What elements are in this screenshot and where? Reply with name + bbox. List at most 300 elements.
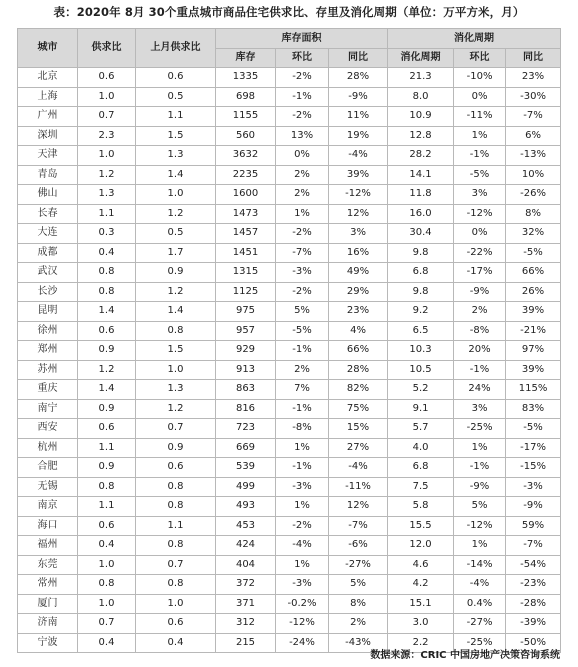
cell-last-month-ratio: 1.0 [136,594,216,614]
cell-city: 常州 [18,575,78,595]
cell-cycle-mom: -9% [454,477,506,497]
cell-inventory: 539 [216,458,276,478]
cell-cycle: 28.2 [388,146,454,166]
cell-inventory: 493 [216,497,276,517]
cell-cycle-yoy: 10% [506,165,561,185]
cell-cycle: 6.8 [388,263,454,283]
cell-inventory: 1473 [216,204,276,224]
cell-supply-ratio: 1.1 [78,204,136,224]
cell-cycle: 10.9 [388,107,454,127]
cell-cycle: 12.8 [388,126,454,146]
cell-cycle-mom: 1% [454,126,506,146]
cell-inventory: 424 [216,536,276,556]
cell-cycle-yoy: 59% [506,516,561,536]
cell-cycle: 9.8 [388,243,454,263]
table-row [18,360,561,380]
cell-city: 郑州 [18,341,78,361]
cell-city: 南宁 [18,399,78,419]
cell-inventory-mom: -8% [276,419,329,439]
cell-cycle-mom: -11% [454,107,506,127]
cell-last-month-ratio: 0.6 [136,614,216,634]
cell-inventory-mom: 5% [276,302,329,322]
cell-inventory-yoy: 28% [329,360,388,380]
cell-cycle-mom: -12% [454,204,506,224]
cell-inventory: 669 [216,438,276,458]
table-row [18,536,561,556]
cell-cycle-mom: -14% [454,555,506,575]
table-body [18,68,561,653]
cell-supply-ratio: 1.4 [78,380,136,400]
cell-cycle-mom: 3% [454,399,506,419]
cell-city: 厦门 [18,594,78,614]
cell-supply-ratio: 0.3 [78,224,136,244]
cell-last-month-ratio: 1.2 [136,204,216,224]
cell-inventory-mom: 13% [276,126,329,146]
cell-inventory-yoy: -7% [329,516,388,536]
cell-city: 无锡 [18,477,78,497]
cell-inventory: 1600 [216,185,276,205]
cell-last-month-ratio: 0.8 [136,497,216,517]
cell-city: 合肥 [18,458,78,478]
cell-cycle-mom: -9% [454,282,506,302]
table-row [18,282,561,302]
cell-inventory: 453 [216,516,276,536]
cell-last-month-ratio: 1.0 [136,360,216,380]
cell-cycle-yoy: -23% [506,575,561,595]
cell-city: 杭州 [18,438,78,458]
cell-supply-ratio: 0.4 [78,633,136,653]
col-group-inventory-area: 库存面积 [216,29,388,49]
cell-last-month-ratio: 1.3 [136,146,216,166]
cell-cycle-mom: -4% [454,575,506,595]
cell-inventory-mom: -2% [276,282,329,302]
cell-last-month-ratio: 0.6 [136,458,216,478]
cell-cycle-mom: 20% [454,341,506,361]
cell-inventory-yoy: 82% [329,380,388,400]
cell-inventory: 499 [216,477,276,497]
cell-cycle: 16.0 [388,204,454,224]
cell-inventory-yoy: 39% [329,165,388,185]
cell-inventory-mom: 0% [276,146,329,166]
col-header-cycle-yoy: 同比 [506,49,561,68]
cell-cycle-yoy: -3% [506,477,561,497]
cell-last-month-ratio: 1.0 [136,185,216,205]
cell-cycle-mom: 0% [454,224,506,244]
cell-cycle-yoy: -7% [506,107,561,127]
cell-inventory-mom: 1% [276,438,329,458]
cell-supply-ratio: 1.2 [78,360,136,380]
cell-cycle: 8.0 [388,87,454,107]
cell-inventory: 1315 [216,263,276,283]
cell-inventory: 312 [216,614,276,634]
cell-inventory-yoy: 27% [329,438,388,458]
cell-cycle-yoy: -50% [506,633,561,653]
cell-cycle-mom: -10% [454,68,506,88]
cell-inventory-yoy: 29% [329,282,388,302]
cell-cycle-mom: 0.4% [454,594,506,614]
table-row [18,68,561,88]
cell-last-month-ratio: 0.7 [136,555,216,575]
cell-cycle: 15.1 [388,594,454,614]
cell-city: 佛山 [18,185,78,205]
cell-supply-ratio: 0.9 [78,341,136,361]
cell-inventory-mom: 1% [276,555,329,575]
col-header-city: 城市 [18,29,78,68]
cell-supply-ratio: 0.6 [78,68,136,88]
cell-last-month-ratio: 0.8 [136,536,216,556]
cell-city: 徐州 [18,321,78,341]
cell-city: 深圳 [18,126,78,146]
cell-city: 西安 [18,419,78,439]
cell-supply-ratio: 2.3 [78,126,136,146]
cell-inventory-mom: -1% [276,341,329,361]
cell-inventory-yoy: 8% [329,594,388,614]
cell-last-month-ratio: 1.1 [136,516,216,536]
cell-cycle: 9.2 [388,302,454,322]
cell-cycle-yoy: -7% [506,536,561,556]
cell-inventory-yoy: 11% [329,107,388,127]
cell-supply-ratio: 1.0 [78,555,136,575]
cell-inventory-mom: -7% [276,243,329,263]
cell-inventory-mom: -4% [276,536,329,556]
cell-city: 武汉 [18,263,78,283]
cell-city: 宁波 [18,633,78,653]
cell-cycle-mom: 2% [454,302,506,322]
cell-cycle-yoy: -13% [506,146,561,166]
table-row [18,594,561,614]
cell-supply-ratio: 0.8 [78,477,136,497]
cell-inventory-yoy: -4% [329,458,388,478]
cell-cycle-yoy: 32% [506,224,561,244]
cell-last-month-ratio: 0.7 [136,419,216,439]
cell-inventory-mom: -1% [276,87,329,107]
cell-cycle-yoy: 97% [506,341,561,361]
cell-inventory-mom: 1% [276,497,329,517]
cell-city: 海口 [18,516,78,536]
table-row [18,321,561,341]
cell-inventory-mom: -24% [276,633,329,653]
cell-city: 北京 [18,68,78,88]
cell-inventory-mom: -1% [276,399,329,419]
cell-inventory-mom: -3% [276,263,329,283]
cell-city: 大连 [18,224,78,244]
cell-cycle-yoy: -54% [506,555,561,575]
cell-last-month-ratio: 0.8 [136,575,216,595]
cell-inventory: 698 [216,87,276,107]
cell-last-month-ratio: 1.7 [136,243,216,263]
cell-cycle-yoy: 26% [506,282,561,302]
cell-last-month-ratio: 0.5 [136,87,216,107]
data-source-note: 数据来源：CRIC 中国房地产决策咨询系统 [370,650,560,661]
cell-supply-ratio: 0.4 [78,536,136,556]
data-table [17,28,561,653]
cell-inventory-yoy: -27% [329,555,388,575]
cell-supply-ratio: 0.7 [78,614,136,634]
cell-inventory-mom: -2% [276,107,329,127]
cell-inventory-yoy: 2% [329,614,388,634]
cell-inventory-yoy: -4% [329,146,388,166]
col-header-inventory-yoy: 同比 [329,49,388,68]
cell-city: 南京 [18,497,78,517]
cell-inventory-mom: -3% [276,477,329,497]
cell-cycle-mom: 1% [454,536,506,556]
cell-inventory: 816 [216,399,276,419]
cell-cycle: 2.2 [388,633,454,653]
cell-supply-ratio: 1.3 [78,185,136,205]
cell-city: 上海 [18,87,78,107]
table-row [18,555,561,575]
cell-inventory: 723 [216,419,276,439]
cell-inventory-mom: 1% [276,204,329,224]
cell-cycle-mom: -17% [454,263,506,283]
cell-supply-ratio: 0.8 [78,282,136,302]
col-group-digest-cycle: 消化周期 [388,29,561,49]
col-header-last-month-ratio: 上月供求比 [136,29,216,68]
cell-supply-ratio: 0.4 [78,243,136,263]
cell-cycle-mom: 3% [454,185,506,205]
cell-inventory: 1457 [216,224,276,244]
table-row [18,399,561,419]
cell-cycle-mom: 24% [454,380,506,400]
cell-cycle-yoy: -5% [506,243,561,263]
cell-last-month-ratio: 0.6 [136,68,216,88]
cell-city: 广州 [18,107,78,127]
table-row [18,341,561,361]
cell-cycle: 5.7 [388,419,454,439]
header-row-1 [18,29,561,49]
cell-supply-ratio: 1.0 [78,146,136,166]
cell-inventory: 560 [216,126,276,146]
cell-inventory-yoy: -9% [329,87,388,107]
cell-inventory-yoy: 4% [329,321,388,341]
table-row [18,224,561,244]
cell-cycle-yoy: 39% [506,302,561,322]
cell-inventory-yoy: 5% [329,575,388,595]
col-header-cycle-mom: 环比 [454,49,506,68]
cell-cycle: 21.3 [388,68,454,88]
cell-cycle-yoy: 83% [506,399,561,419]
cell-supply-ratio: 0.6 [78,321,136,341]
cell-supply-ratio: 1.1 [78,438,136,458]
cell-supply-ratio: 1.2 [78,165,136,185]
cell-inventory-mom: 2% [276,165,329,185]
cell-inventory-mom: -3% [276,575,329,595]
table-row [18,497,561,517]
cell-city: 成都 [18,243,78,263]
cell-supply-ratio: 1.0 [78,594,136,614]
cell-inventory-yoy: 15% [329,419,388,439]
cell-inventory: 2235 [216,165,276,185]
cell-cycle-mom: -1% [454,458,506,478]
cell-last-month-ratio: 1.4 [136,302,216,322]
table-row [18,87,561,107]
cell-cycle-yoy: -5% [506,419,561,439]
cell-last-month-ratio: 1.1 [136,107,216,127]
cell-cycle-mom: 0% [454,87,506,107]
cell-cycle: 10.3 [388,341,454,361]
table-row [18,516,561,536]
cell-cycle-mom: -1% [454,146,506,166]
col-header-inventory: 库存 [216,49,276,68]
table-row [18,575,561,595]
cell-supply-ratio: 1.1 [78,497,136,517]
table-row [18,165,561,185]
cell-inventory: 1451 [216,243,276,263]
cell-city: 重庆 [18,380,78,400]
cell-city: 福州 [18,536,78,556]
cell-inventory: 1155 [216,107,276,127]
cell-supply-ratio: 0.9 [78,458,136,478]
cell-supply-ratio: 1.0 [78,87,136,107]
cell-cycle-yoy: 39% [506,360,561,380]
cell-inventory-yoy: 28% [329,68,388,88]
cell-inventory-yoy: -11% [329,477,388,497]
cell-inventory-mom: -2% [276,516,329,536]
cell-city: 济南 [18,614,78,634]
cell-inventory: 913 [216,360,276,380]
cell-cycle: 4.0 [388,438,454,458]
cell-cycle: 12.0 [388,536,454,556]
cell-cycle-yoy: -9% [506,497,561,517]
cell-inventory-mom: 7% [276,380,329,400]
cell-inventory-yoy: -6% [329,536,388,556]
cell-supply-ratio: 0.9 [78,399,136,419]
cell-cycle-yoy: 66% [506,263,561,283]
cell-last-month-ratio: 1.2 [136,399,216,419]
cell-cycle-mom: 1% [454,438,506,458]
cell-cycle: 6.8 [388,458,454,478]
cell-cycle-yoy: -17% [506,438,561,458]
cell-inventory-yoy: 12% [329,497,388,517]
cell-cycle-yoy: -26% [506,185,561,205]
col-header-cycle: 消化周期 [388,49,454,68]
cell-last-month-ratio: 0.4 [136,633,216,653]
cell-cycle-yoy: 6% [506,126,561,146]
col-header-supply-ratio: 供求比 [78,29,136,68]
cell-supply-ratio: 0.8 [78,575,136,595]
cell-inventory: 957 [216,321,276,341]
cell-last-month-ratio: 0.8 [136,321,216,341]
cell-cycle: 9.1 [388,399,454,419]
cell-cycle-mom: -25% [454,633,506,653]
cell-cycle-mom: -5% [454,165,506,185]
cell-last-month-ratio: 0.8 [136,477,216,497]
cell-supply-ratio: 0.7 [78,107,136,127]
cell-supply-ratio: 0.6 [78,419,136,439]
cell-inventory-yoy: 3% [329,224,388,244]
cell-cycle: 7.5 [388,477,454,497]
cell-inventory-yoy: 23% [329,302,388,322]
table-row [18,419,561,439]
cell-cycle-mom: -8% [454,321,506,341]
table-row [18,263,561,283]
table-row [18,204,561,224]
cell-cycle-mom: 5% [454,497,506,517]
table-row [18,614,561,634]
cell-inventory-mom: 2% [276,185,329,205]
table-row [18,126,561,146]
cell-cycle-yoy: -21% [506,321,561,341]
cell-supply-ratio: 0.8 [78,263,136,283]
cell-cycle-mom: -22% [454,243,506,263]
cell-cycle-yoy: -30% [506,87,561,107]
cell-inventory-yoy: 49% [329,263,388,283]
cell-last-month-ratio: 0.5 [136,224,216,244]
cell-cycle: 15.5 [388,516,454,536]
cell-inventory: 863 [216,380,276,400]
cell-inventory-yoy: 66% [329,341,388,361]
cell-inventory-yoy: 19% [329,126,388,146]
cell-cycle-yoy: 23% [506,68,561,88]
cell-inventory: 215 [216,633,276,653]
table-title: 表：2020年 8月 30个重点城市商品住宅供求比、存里及消化周期（单位：万平方米，月） [53,5,525,19]
cell-supply-ratio: 1.4 [78,302,136,322]
cell-inventory-yoy: -43% [329,633,388,653]
cell-city: 东莞 [18,555,78,575]
cell-city: 苏州 [18,360,78,380]
cell-inventory: 929 [216,341,276,361]
cell-inventory-yoy: -12% [329,185,388,205]
cell-cycle-mom: -27% [454,614,506,634]
cell-inventory-yoy: 16% [329,243,388,263]
cell-inventory: 3632 [216,146,276,166]
col-header-inventory-mom: 环比 [276,49,329,68]
table-row [18,302,561,322]
cell-inventory: 1125 [216,282,276,302]
cell-inventory-mom: -2% [276,224,329,244]
cell-cycle-yoy: -39% [506,614,561,634]
cell-inventory-mom: -1% [276,458,329,478]
cell-cycle: 11.8 [388,185,454,205]
cell-inventory-mom: -0.2% [276,594,329,614]
cell-cycle: 6.5 [388,321,454,341]
cell-city: 昆明 [18,302,78,322]
cell-inventory-yoy: 75% [329,399,388,419]
cell-cycle-mom: -25% [454,419,506,439]
cell-inventory: 372 [216,575,276,595]
cell-supply-ratio: 0.6 [78,516,136,536]
cell-city: 长春 [18,204,78,224]
cell-city: 青岛 [18,165,78,185]
table-row [18,146,561,166]
cell-inventory-yoy: 12% [329,204,388,224]
table-row [18,477,561,497]
cell-last-month-ratio: 1.2 [136,282,216,302]
cell-inventory: 371 [216,594,276,614]
cell-cycle: 4.6 [388,555,454,575]
cell-inventory-mom: 2% [276,360,329,380]
cell-inventory-mom: -12% [276,614,329,634]
cell-city: 长沙 [18,282,78,302]
cell-inventory-mom: -5% [276,321,329,341]
cell-cycle-mom: -12% [454,516,506,536]
cell-last-month-ratio: 1.5 [136,126,216,146]
cell-cycle: 10.5 [388,360,454,380]
cell-last-month-ratio: 0.9 [136,438,216,458]
cell-last-month-ratio: 1.4 [136,165,216,185]
cell-cycle: 3.0 [388,614,454,634]
table-row [18,438,561,458]
cell-cycle-yoy: -28% [506,594,561,614]
cell-inventory-mom: -2% [276,68,329,88]
table-row [18,185,561,205]
cell-cycle: 5.2 [388,380,454,400]
cell-cycle: 30.4 [388,224,454,244]
cell-cycle-yoy: -15% [506,458,561,478]
cell-inventory: 975 [216,302,276,322]
table-row [18,458,561,478]
table-row [18,380,561,400]
